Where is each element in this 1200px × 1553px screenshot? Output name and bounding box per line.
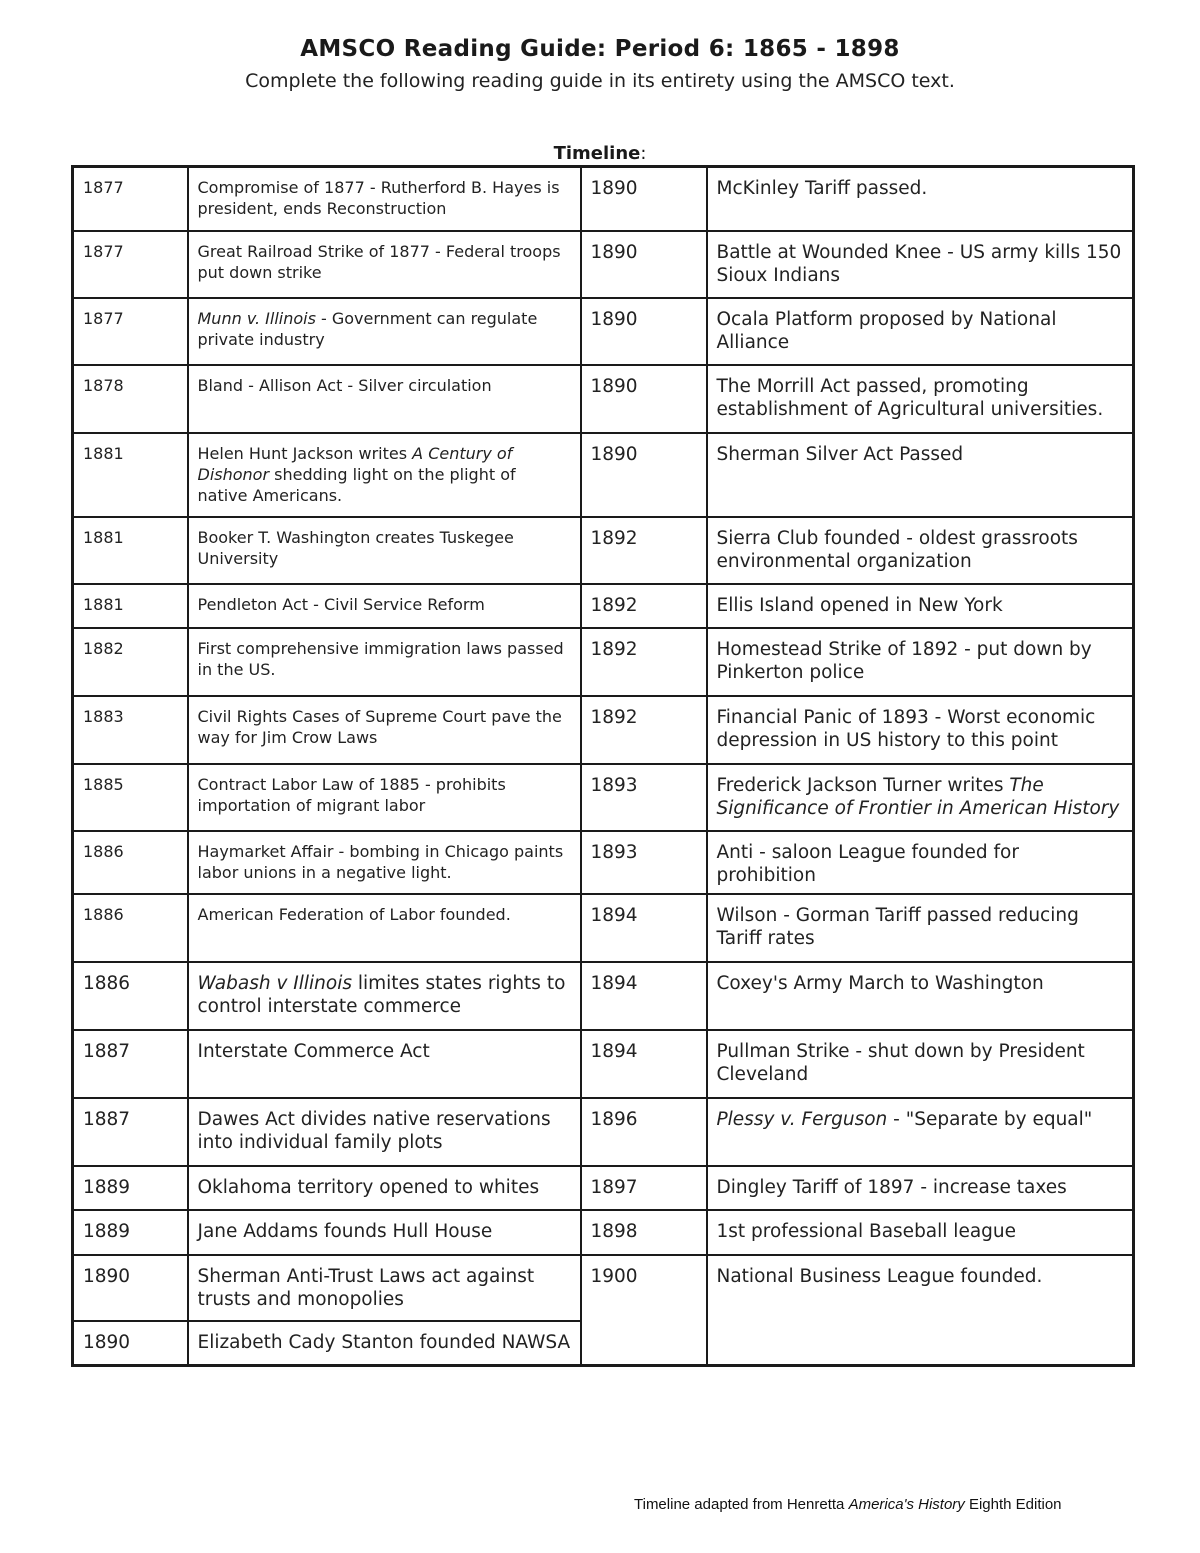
event-cell: Pendleton Act - Civil Service Reform: [188, 584, 581, 628]
year-cell: 1890: [581, 231, 707, 298]
table-row: [73, 167, 1134, 231]
event-cell: American Federation of Labor founded.: [188, 894, 581, 962]
year-cell: 1886: [73, 831, 188, 894]
table-row: [73, 894, 1134, 962]
year-cell: 1890: [73, 1255, 188, 1321]
year-cell: 1892: [581, 696, 707, 764]
table-row: [73, 365, 1134, 433]
year-cell: 1882: [73, 628, 188, 696]
event-cell: McKinley Tariff passed.: [707, 167, 1134, 231]
table-row: [73, 831, 1134, 894]
year-cell: 1881: [73, 433, 188, 517]
event-cell: Haymarket Affair - bombing in Chicago paints labor unions in a negative light.: [188, 831, 581, 894]
event-cell: National Business League founded.: [707, 1255, 1134, 1366]
year-cell: 1877: [73, 231, 188, 298]
event-cell: Oklahoma territory opened to whites: [188, 1166, 581, 1210]
event-cell: Pullman Strike - shut down by President Cleveland: [707, 1030, 1134, 1098]
year-cell: 1877: [73, 167, 188, 231]
footer-text: Eighth Edition: [964, 1496, 1062, 1513]
page-title: AMSCO Reading Guide: Period 6: 1865 - 1898: [300, 36, 900, 62]
year-cell: 1900: [581, 1255, 707, 1366]
event-cell: [188, 962, 581, 1030]
year-cell: 1890: [73, 1321, 188, 1366]
table-row: [73, 433, 1134, 517]
case-title: Wabash v Illinois: [197, 972, 352, 994]
event-cell: First comprehensive immigration laws passed in the US.: [188, 628, 581, 696]
year-cell: 1894: [581, 894, 707, 962]
book-title: The Significance of Frontier in American History: [716, 774, 1120, 819]
table-row: [73, 231, 1134, 298]
table-row: [73, 1166, 1134, 1210]
year-cell: 1893: [581, 764, 707, 831]
year-cell: 1881: [73, 517, 188, 584]
table-row: [73, 298, 1134, 365]
year-cell: 1898: [581, 1210, 707, 1255]
page-subtitle: Complete the following reading guide in its entirety using the AMSCO text.: [245, 70, 955, 92]
event-cell: Financial Panic of 1893 - Worst economic depression in US history to this point: [707, 696, 1134, 764]
year-cell: 1897: [581, 1166, 707, 1210]
table-row: [73, 962, 1134, 1030]
footer-credit: [634, 1496, 1062, 1513]
timeline-label: Timeline: [553, 143, 641, 164]
year-cell: 1889: [73, 1210, 188, 1255]
event-cell: Anti - saloon League founded for prohibition: [707, 831, 1134, 894]
year-cell: 1878: [73, 365, 188, 433]
event-cell: Dingley Tariff of 1897 - increase taxes: [707, 1166, 1134, 1210]
table-row: [73, 1030, 1134, 1098]
event-cell: [707, 764, 1134, 831]
year-cell: 1877: [73, 298, 188, 365]
book-title: A Century of Dishonor: [197, 443, 513, 484]
year-cell: 1885: [73, 764, 188, 831]
year-cell: 1883: [73, 696, 188, 764]
year-cell: 1886: [73, 962, 188, 1030]
event-text: Frederick Jackson Turner writes: [716, 774, 1010, 796]
table-row: [73, 628, 1134, 696]
year-cell: 1890: [581, 167, 707, 231]
year-cell: 1894: [581, 962, 707, 1030]
table-row: [73, 1210, 1134, 1255]
footer-book-title: America's History: [848, 1496, 965, 1513]
event-text: Helen Hunt Jackson writes: [197, 443, 413, 463]
year-cell: 1894: [581, 1030, 707, 1098]
event-cell: Booker T. Washington creates Tuskegee University: [188, 517, 581, 584]
table-row: [73, 1098, 1134, 1166]
event-cell: The Morrill Act passed, promoting establishment of Agricultural universities.: [707, 365, 1134, 433]
table-row: [73, 517, 1134, 584]
event-cell: Bland - Allison Act - Silver circulation: [188, 365, 581, 433]
event-cell: [707, 1098, 1134, 1166]
event-cell: Civil Rights Cases of Supreme Court pave the way for Jim Crow Laws: [188, 696, 581, 764]
timeline-heading: [0, 143, 1200, 164]
table-row: [73, 1255, 1134, 1321]
event-cell: Dawes Act divides native reservations into individual family plots: [188, 1098, 581, 1166]
event-text: shedding light on the plight of native Americans.: [197, 464, 516, 505]
event-cell: Elizabeth Cady Stanton founded NAWSA: [188, 1321, 581, 1366]
timeline-colon: :: [640, 143, 647, 164]
year-cell: 1892: [581, 517, 707, 584]
year-cell: 1896: [581, 1098, 707, 1166]
table-row: [73, 696, 1134, 764]
year-cell: 1890: [581, 433, 707, 517]
year-cell: 1892: [581, 628, 707, 696]
timeline-table: [71, 165, 1135, 1367]
event-cell: Sherman Anti-Trust Laws act against trusts and monopolies: [188, 1255, 581, 1321]
event-cell: Compromise of 1877 - Rutherford B. Hayes is president, ends Reconstruction: [188, 167, 581, 231]
event-cell: Ocala Platform proposed by National Alliance: [707, 298, 1134, 365]
footer-text: Timeline adapted from Henretta: [634, 1496, 849, 1513]
year-cell: 1889: [73, 1166, 188, 1210]
event-cell: 1st professional Baseball league: [707, 1210, 1134, 1255]
event-cell: [188, 433, 581, 517]
event-cell: Ellis Island opened in New York: [707, 584, 1134, 628]
event-cell: [188, 298, 581, 365]
year-cell: 1887: [73, 1030, 188, 1098]
table-row: [73, 584, 1134, 628]
event-cell: Sierra Club founded - oldest grassroots environmental organization: [707, 517, 1134, 584]
event-text: - Government can regulate private industry: [197, 308, 538, 349]
event-text: limites states rights to control interstate commerce: [197, 972, 566, 1017]
event-cell: Sherman Silver Act Passed: [707, 433, 1134, 517]
case-title: Munn v. Illinois: [197, 308, 316, 328]
event-cell: Battle at Wounded Knee - US army kills 150 Sioux Indians: [707, 231, 1134, 298]
event-cell: Contract Labor Law of 1885 - prohibits importation of migrant labor: [188, 764, 581, 831]
year-cell: 1887: [73, 1098, 188, 1166]
event-cell: Jane Addams founds Hull House: [188, 1210, 581, 1255]
year-cell: 1890: [581, 365, 707, 433]
event-cell: Coxey's Army March to Washington: [707, 962, 1134, 1030]
event-text: - "Separate by equal": [887, 1108, 1093, 1130]
event-cell: Homestead Strike of 1892 - put down by Pinkerton police: [707, 628, 1134, 696]
event-cell: Wilson - Gorman Tariff passed reducing Tariff rates: [707, 894, 1134, 962]
year-cell: 1892: [581, 584, 707, 628]
event-cell: Interstate Commerce Act: [188, 1030, 581, 1098]
year-cell: 1890: [581, 298, 707, 365]
event-cell: Great Railroad Strike of 1877 - Federal troops put down strike: [188, 231, 581, 298]
year-cell: 1886: [73, 894, 188, 962]
year-cell: 1893: [581, 831, 707, 894]
table-row: [73, 764, 1134, 831]
year-cell: 1881: [73, 584, 188, 628]
case-title: Plessy v. Ferguson: [716, 1108, 888, 1130]
